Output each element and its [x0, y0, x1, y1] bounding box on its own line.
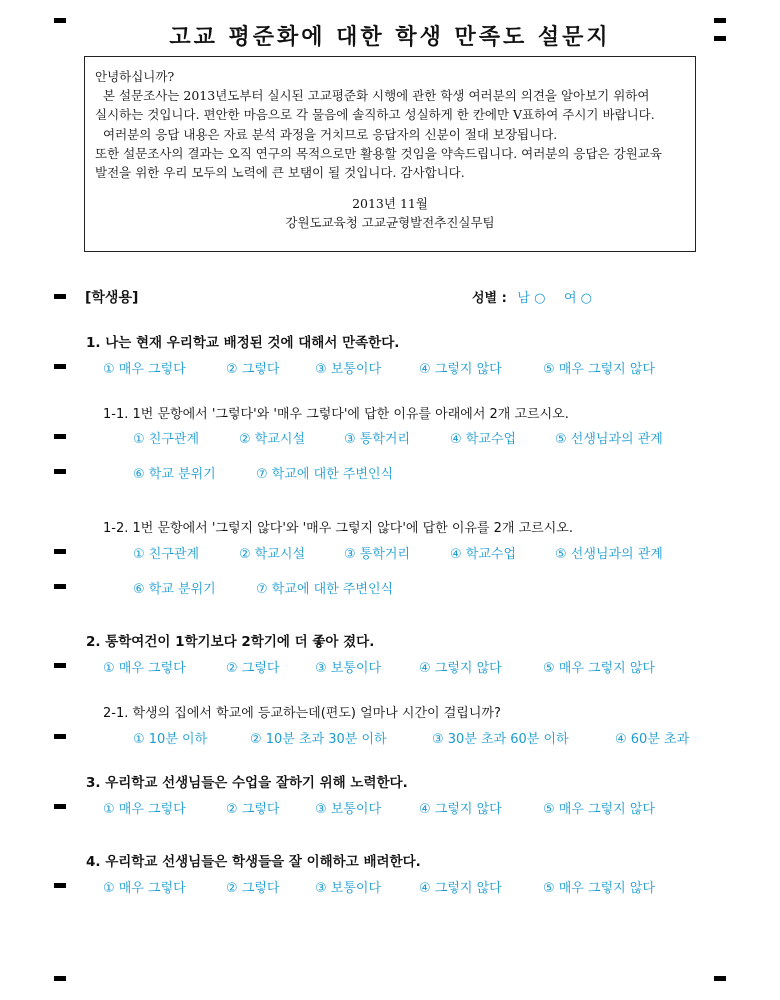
answer-option[interactable]: ③ 통학거리: [344, 432, 411, 447]
answer-option[interactable]: ① 친구관계: [133, 432, 200, 447]
answer-option[interactable]: ⑤ 선생님과의 관계: [555, 547, 663, 562]
answer-option[interactable]: ③ 30분 초과 60분 이하: [432, 732, 569, 747]
answer-option[interactable]: ④ 그렇지 않다: [419, 802, 502, 817]
answer-option[interactable]: ⑥ 학교 분위기: [133, 582, 216, 597]
answer-option[interactable]: ④ 60분 초과: [615, 732, 690, 747]
answer-option[interactable]: ② 10분 초과 30분 이하: [250, 732, 387, 747]
gender-label: 성별 :: [472, 291, 507, 306]
answer-option[interactable]: ⑤ 매우 그렇지 않다: [543, 881, 655, 896]
answer-option[interactable]: ② 학교시설: [239, 432, 306, 447]
answer-option[interactable]: ③ 보통이다: [315, 362, 382, 377]
answer-option[interactable]: ⑤ 매우 그렇지 않다: [543, 661, 655, 676]
answer-option[interactable]: ② 그렇다: [226, 362, 280, 377]
registration-mark: [54, 434, 66, 439]
question-2: 2. 통학여건이 1학기보다 2학기에 더 좋아 졌다.: [86, 634, 375, 650]
question-2-1: 2-1. 학생의 집에서 학교에 등교하는데(편도) 얼마나 시간이 걸립니까?: [103, 706, 501, 721]
answer-option[interactable]: ④ 그렇지 않다: [419, 661, 502, 676]
answer-option[interactable]: ③ 보통이다: [315, 802, 382, 817]
answer-option[interactable]: ① 10분 이하: [133, 732, 208, 747]
answer-option[interactable]: ⑤ 매우 그렇지 않다: [543, 362, 655, 377]
answer-option[interactable]: ④ 학교수업: [450, 547, 517, 562]
section-label: [학생용]: [85, 290, 139, 306]
intro-org: 강원도교육청 고교균형발전추진실무팀: [285, 215, 495, 231]
question-4: 4. 우리학교 선생님들은 학생들을 잘 이해하고 배려한다.: [86, 854, 421, 870]
registration-mark: [54, 804, 66, 809]
answer-option[interactable]: ④ 그렇지 않다: [419, 362, 502, 377]
gender-option-female[interactable]: 여 ○: [563, 291, 592, 306]
answer-option[interactable]: ② 그렇다: [226, 881, 280, 896]
answer-option[interactable]: ② 그렇다: [226, 661, 280, 676]
intro-box: [84, 56, 696, 252]
answer-option[interactable]: ① 친구관계: [133, 547, 200, 562]
intro-line: 안녕하십니까?: [95, 69, 175, 84]
intro-line: 실시하는 것입니다. 편안한 마음으로 각 물음에 솔직하고 성실하게 한 칸에만 V표하여 주시기 바랍니다.: [95, 107, 655, 123]
gender-field: [472, 287, 592, 306]
answer-option[interactable]: ③ 보통이다: [315, 661, 382, 676]
answer-option[interactable]: ④ 학교수업: [450, 432, 517, 447]
answer-option[interactable]: ① 매우 그렇다: [103, 881, 186, 896]
question-1: 1. 나는 현재 우리학교 배정된 것에 대해서 만족한다.: [86, 335, 400, 351]
answer-option[interactable]: ③ 보통이다: [315, 881, 382, 896]
answer-option[interactable]: ③ 통학거리: [344, 547, 411, 562]
answer-option[interactable]: ① 매우 그렇다: [103, 802, 186, 817]
registration-mark: [54, 549, 66, 554]
intro-date: 2013년 11월: [352, 196, 428, 212]
question-1-2: 1-2. 1번 문항에서 '그렇지 않다'와 '매우 그렇지 않다'에 답한 이유를 2개 고르시오.: [103, 521, 573, 536]
answer-option[interactable]: ① 매우 그렇다: [103, 362, 186, 377]
registration-mark: [714, 976, 726, 981]
page-title: 고교 평준화에 대한 학생 만족도 설문지: [169, 24, 611, 50]
answer-option[interactable]: ① 매우 그렇다: [103, 661, 186, 676]
registration-mark: [54, 883, 66, 888]
answer-option[interactable]: ⑦ 학교에 대한 주변인식: [256, 582, 394, 597]
question-1-1: 1-1. 1번 문항에서 '그렇다'와 '매우 그렇다'에 답한 이유를 아래에서 2개 고르시오.: [103, 407, 569, 422]
intro-line: 발전을 위한 우리 모두의 노력에 큰 보탬이 될 것입니다. 감사합니다.: [95, 165, 465, 181]
registration-mark: [54, 734, 66, 739]
answer-option[interactable]: ② 학교시설: [239, 547, 306, 562]
answer-option[interactable]: ② 그렇다: [226, 802, 280, 817]
intro-line: 또한 설문조사의 결과는 오직 연구의 목적으로만 활용할 것임을 약속드립니다. 여러분의 응답은 강원교육: [95, 145, 662, 161]
registration-mark: [54, 294, 66, 299]
registration-mark: [54, 976, 66, 981]
registration-mark: [54, 469, 66, 474]
answer-option[interactable]: ⑦ 학교에 대한 주변인식: [256, 467, 394, 482]
gender-option-male[interactable]: 남 ○: [517, 291, 546, 306]
answer-option[interactable]: ⑤ 선생님과의 관계: [555, 432, 663, 447]
intro-line: 본 설문조사는 2013년도부터 실시된 고교평준화 시행에 관한 학생 여러분의 의견을 알아보기 위하여: [103, 88, 650, 104]
answer-option[interactable]: ⑥ 학교 분위기: [133, 467, 216, 482]
registration-mark: [54, 663, 66, 668]
answer-option[interactable]: ④ 그렇지 않다: [419, 881, 502, 896]
intro-line: 여러분의 응답 내용은 자료 분석 과정을 거치므로 응답자의 신분이 절대 보장됩니다.: [103, 126, 558, 142]
answer-option[interactable]: ⑤ 매우 그렇지 않다: [543, 802, 655, 817]
registration-mark: [54, 584, 66, 589]
registration-mark: [54, 364, 66, 369]
question-3: 3. 우리학교 선생님들은 수업을 잘하기 위해 노력한다.: [86, 775, 408, 791]
